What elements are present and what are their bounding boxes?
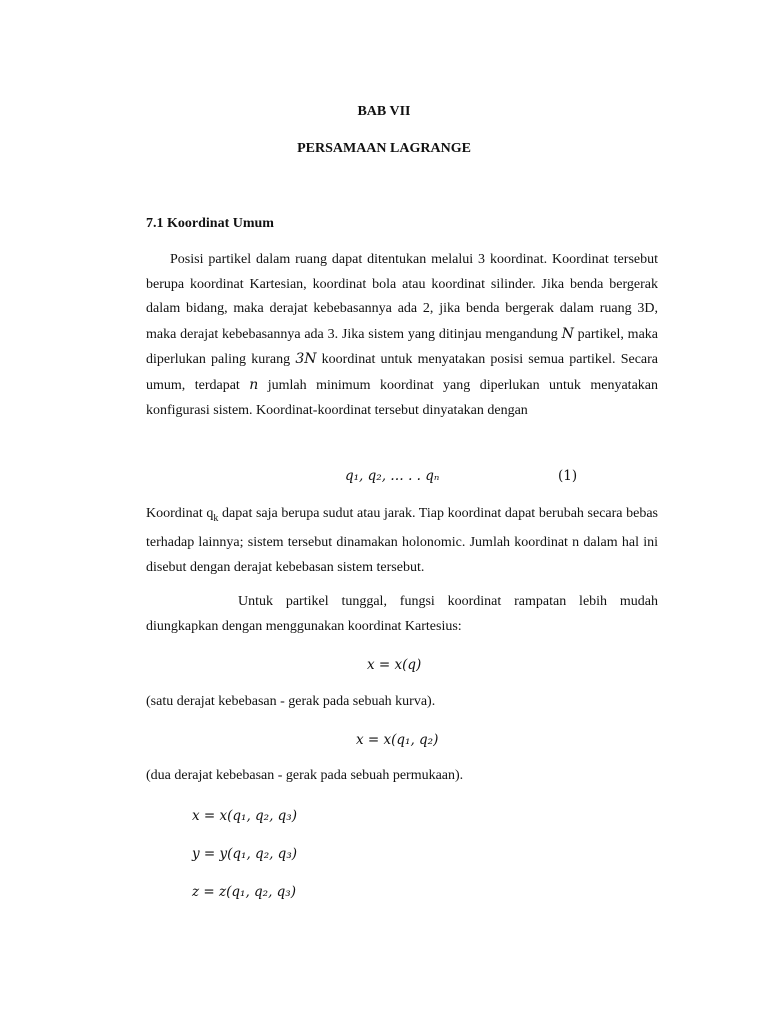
equation-1: q₁, q₂, … . . qₙ xyxy=(345,468,440,484)
p1-math-n: n xyxy=(249,376,259,393)
caption-2: (satu derajat kebebasan - gerak pada sebuah kurva). xyxy=(146,694,436,709)
equation-4: x = x(q₁, q₂, q₃) xyxy=(192,808,297,824)
p1-math-N: N xyxy=(561,325,574,342)
p1-math-3N: 3N xyxy=(295,351,317,368)
p2-text-b: dapat saja berupa sudut atau jarak. Tiap koordinat dapat berubah secara bebas terhadap lainnya; sistem tersebut dinamakan holonomic. Jumlah koordinat n dalam hal ini disebut dengan derajat kebebasan sistem tersebut. xyxy=(146,506,658,575)
chapter-title: PERSAMAAN LAGRANGE xyxy=(297,141,471,156)
p3-text: Untuk partikel tunggal, fungsi koordinat rampatan lebih mudah diungkapkan dengan menggunakan koordinat Kartesius: xyxy=(146,594,658,634)
p2-text-a: Koordinat q xyxy=(146,506,214,521)
p1-text-b: partikel, maka diperlukan paling kurang xyxy=(146,326,659,368)
chapter-label: BAB VII xyxy=(357,104,411,119)
paragraph-3 xyxy=(146,590,658,639)
equation-2: x = x(q) xyxy=(367,657,422,673)
section-heading: 7.1 Koordinat Umum xyxy=(146,216,274,231)
equation-5: y = y(q₁, q₂, q₃) xyxy=(192,846,298,862)
caption-3: (dua derajat kebebasan - gerak pada sebuah permukaan). xyxy=(146,768,464,783)
paragraph-2 xyxy=(146,502,658,581)
p1-text-c: koordinat untuk menyatakan posisi semua partikel. Secara umum, terdapat xyxy=(146,352,658,393)
equation-1-number: (1) xyxy=(558,468,578,484)
equation-6: z = z(q₁, q₂, q₃) xyxy=(192,884,296,900)
equation-3: x = x(q₁, q₂) xyxy=(356,732,439,748)
paragraph-1 xyxy=(146,248,658,423)
p2-subscript-k: k xyxy=(213,512,219,524)
p1-text-d: jumlah minimum koordinat yang diperlukan untuk menyatakan konfigurasi sistem. Koordinat-koordinat tersebut dinyatakan dengan xyxy=(146,377,659,418)
p1-text-a: Posisi partikel dalam ruang dapat ditentukan melalui 3 koordinat. Koordinat tersebut berupa koordinat Kartesian, koordinat bola atau koordinat silinder. Jika benda bergerak dalam bidang, maka derajat kebebasannya ada 2, jika benda bergerak dalam ruang 3D, maka derajat kebebasannya ada 3. Jika sistem yang ditinjau mengandung xyxy=(146,252,658,342)
